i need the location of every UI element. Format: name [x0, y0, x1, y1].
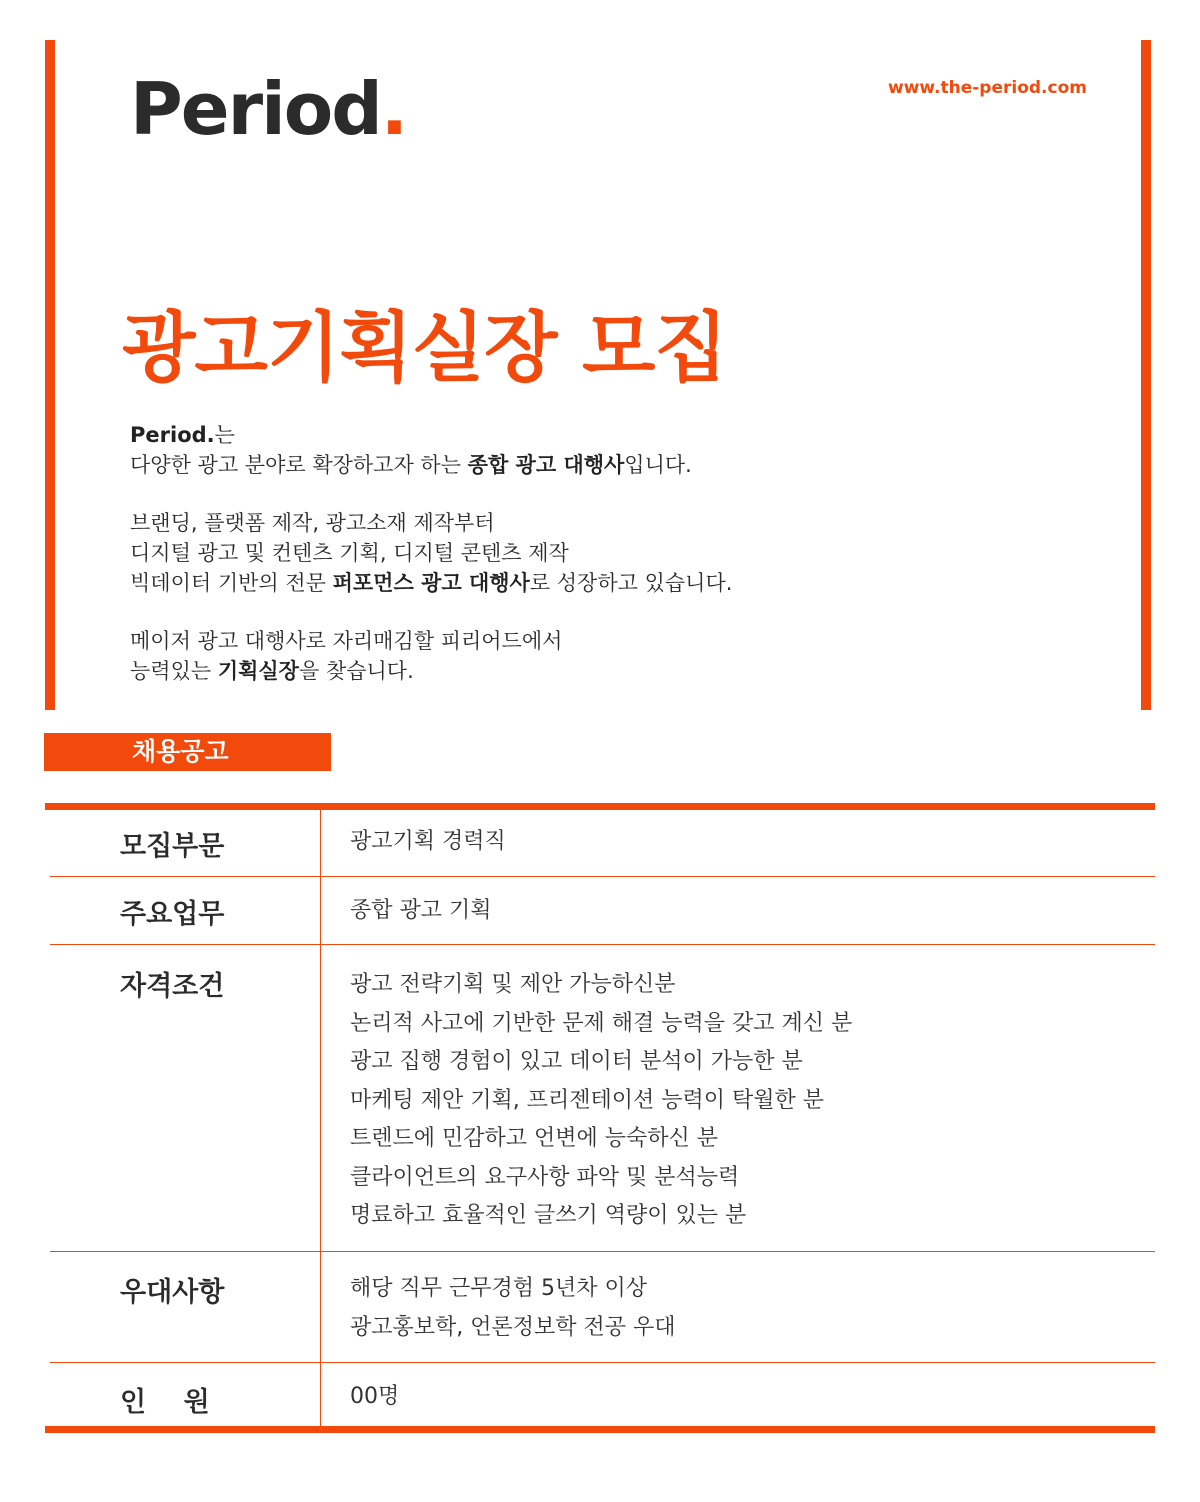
value-line: 마케팅 제안 기획, 프리젠테이션 능력이 탁월한 분 — [350, 1087, 824, 1113]
intro-text-run: 빅데이터 기반의 전문 — [130, 571, 333, 595]
intro-line — [130, 538, 732, 568]
row-value — [350, 1378, 399, 1417]
row-value — [350, 892, 492, 931]
value-line: 광고홍보학, 언론정보학 전공 우대 — [350, 1314, 676, 1340]
table-row-qualifications — [50, 945, 1155, 1252]
intro-paragraph-2 — [130, 508, 732, 598]
intro-text — [130, 420, 732, 714]
intro-line — [130, 626, 732, 656]
value-line: 클라이언트의 요구사항 파악 및 분석능력 — [350, 1164, 740, 1190]
value-line: 트렌드에 민감하고 언변에 능숙하신 분 — [350, 1126, 719, 1151]
intro-line — [130, 568, 732, 598]
website-url[interactable]: www.the-period.com — [888, 78, 1087, 98]
intro-text-run: 을 찾습니다. — [298, 659, 414, 683]
table-row-duties — [50, 877, 1155, 945]
intro-paragraph-1 — [130, 420, 732, 480]
value-line: 광고 집행 경험이 있고 데이터 분석이 가능한 분 — [350, 1049, 803, 1074]
intro-line — [130, 508, 732, 538]
row-value — [350, 1270, 676, 1347]
value-line: 광고 전략기획 및 제안 가능하신분 — [350, 972, 676, 997]
row-label: 주요업무 — [120, 899, 225, 930]
table-row-headcount — [50, 1363, 1155, 1426]
value-line: 논리적 사고에 기반한 문제 해결 능력을 갖고 계신 분 — [350, 1010, 853, 1036]
section-title: 채용공고 — [132, 737, 229, 766]
intro-line — [130, 656, 732, 686]
intro-text-run: 다양한 광고 분야로 확장하고자 하는 — [130, 453, 468, 477]
brand-logo — [130, 64, 406, 154]
section-header — [44, 733, 331, 771]
brand-name: Period — [130, 67, 381, 151]
value-line: 명료하고 효율적인 글쓰기 역량이 있는 분 — [350, 1203, 747, 1228]
left-accent-bar — [45, 40, 55, 710]
intro-text-run: 디지털 광고 및 컨텐츠 기획, 디지털 콘텐츠 제작 — [130, 541, 569, 565]
intro-text-run: 메이저 광고 대행사로 자리매김할 피리어드에서 — [130, 629, 563, 653]
row-label: 인 원 — [120, 1387, 210, 1418]
right-accent-bar — [1141, 40, 1151, 710]
intro-line — [130, 450, 732, 480]
row-value — [350, 966, 852, 1236]
intro-text-run: 입니다. — [624, 453, 692, 477]
value-line: 해당 직무 근무경험 5년차 이상 — [350, 1276, 647, 1301]
page-title: 광고기획실장 모집 — [122, 303, 727, 392]
row-label: 모집부문 — [120, 831, 225, 862]
intro-emphasis: Period. — [130, 423, 215, 447]
row-value — [350, 823, 506, 862]
intro-emphasis: 퍼포먼스 광고 대행사 — [332, 571, 530, 595]
table-row-department — [50, 810, 1155, 877]
value-line: 종합 광고 기획 — [350, 898, 492, 923]
row-label: 자격조건 — [120, 971, 225, 1002]
value-line: 00명 — [350, 1384, 400, 1409]
table-row-preferences — [50, 1252, 1155, 1363]
intro-emphasis: 기획실장 — [217, 659, 299, 683]
brand-dot: . — [380, 67, 407, 151]
intro-text-run: 로 성장하고 있습니다. — [529, 571, 733, 595]
intro-text-run: 브랜딩, 플랫폼 제작, 광고소재 제작부터 — [130, 511, 495, 535]
intro-paragraph-3 — [130, 626, 732, 686]
intro-text-run: 능력있는 — [130, 659, 218, 683]
row-label: 우대사항 — [120, 1277, 225, 1308]
intro-text-run: 는 — [214, 423, 235, 447]
job-details-table — [45, 803, 1155, 1433]
value-line: 광고기획 경력직 — [350, 829, 506, 854]
intro-line — [130, 420, 732, 450]
intro-emphasis: 종합 광고 대행사 — [467, 453, 625, 477]
